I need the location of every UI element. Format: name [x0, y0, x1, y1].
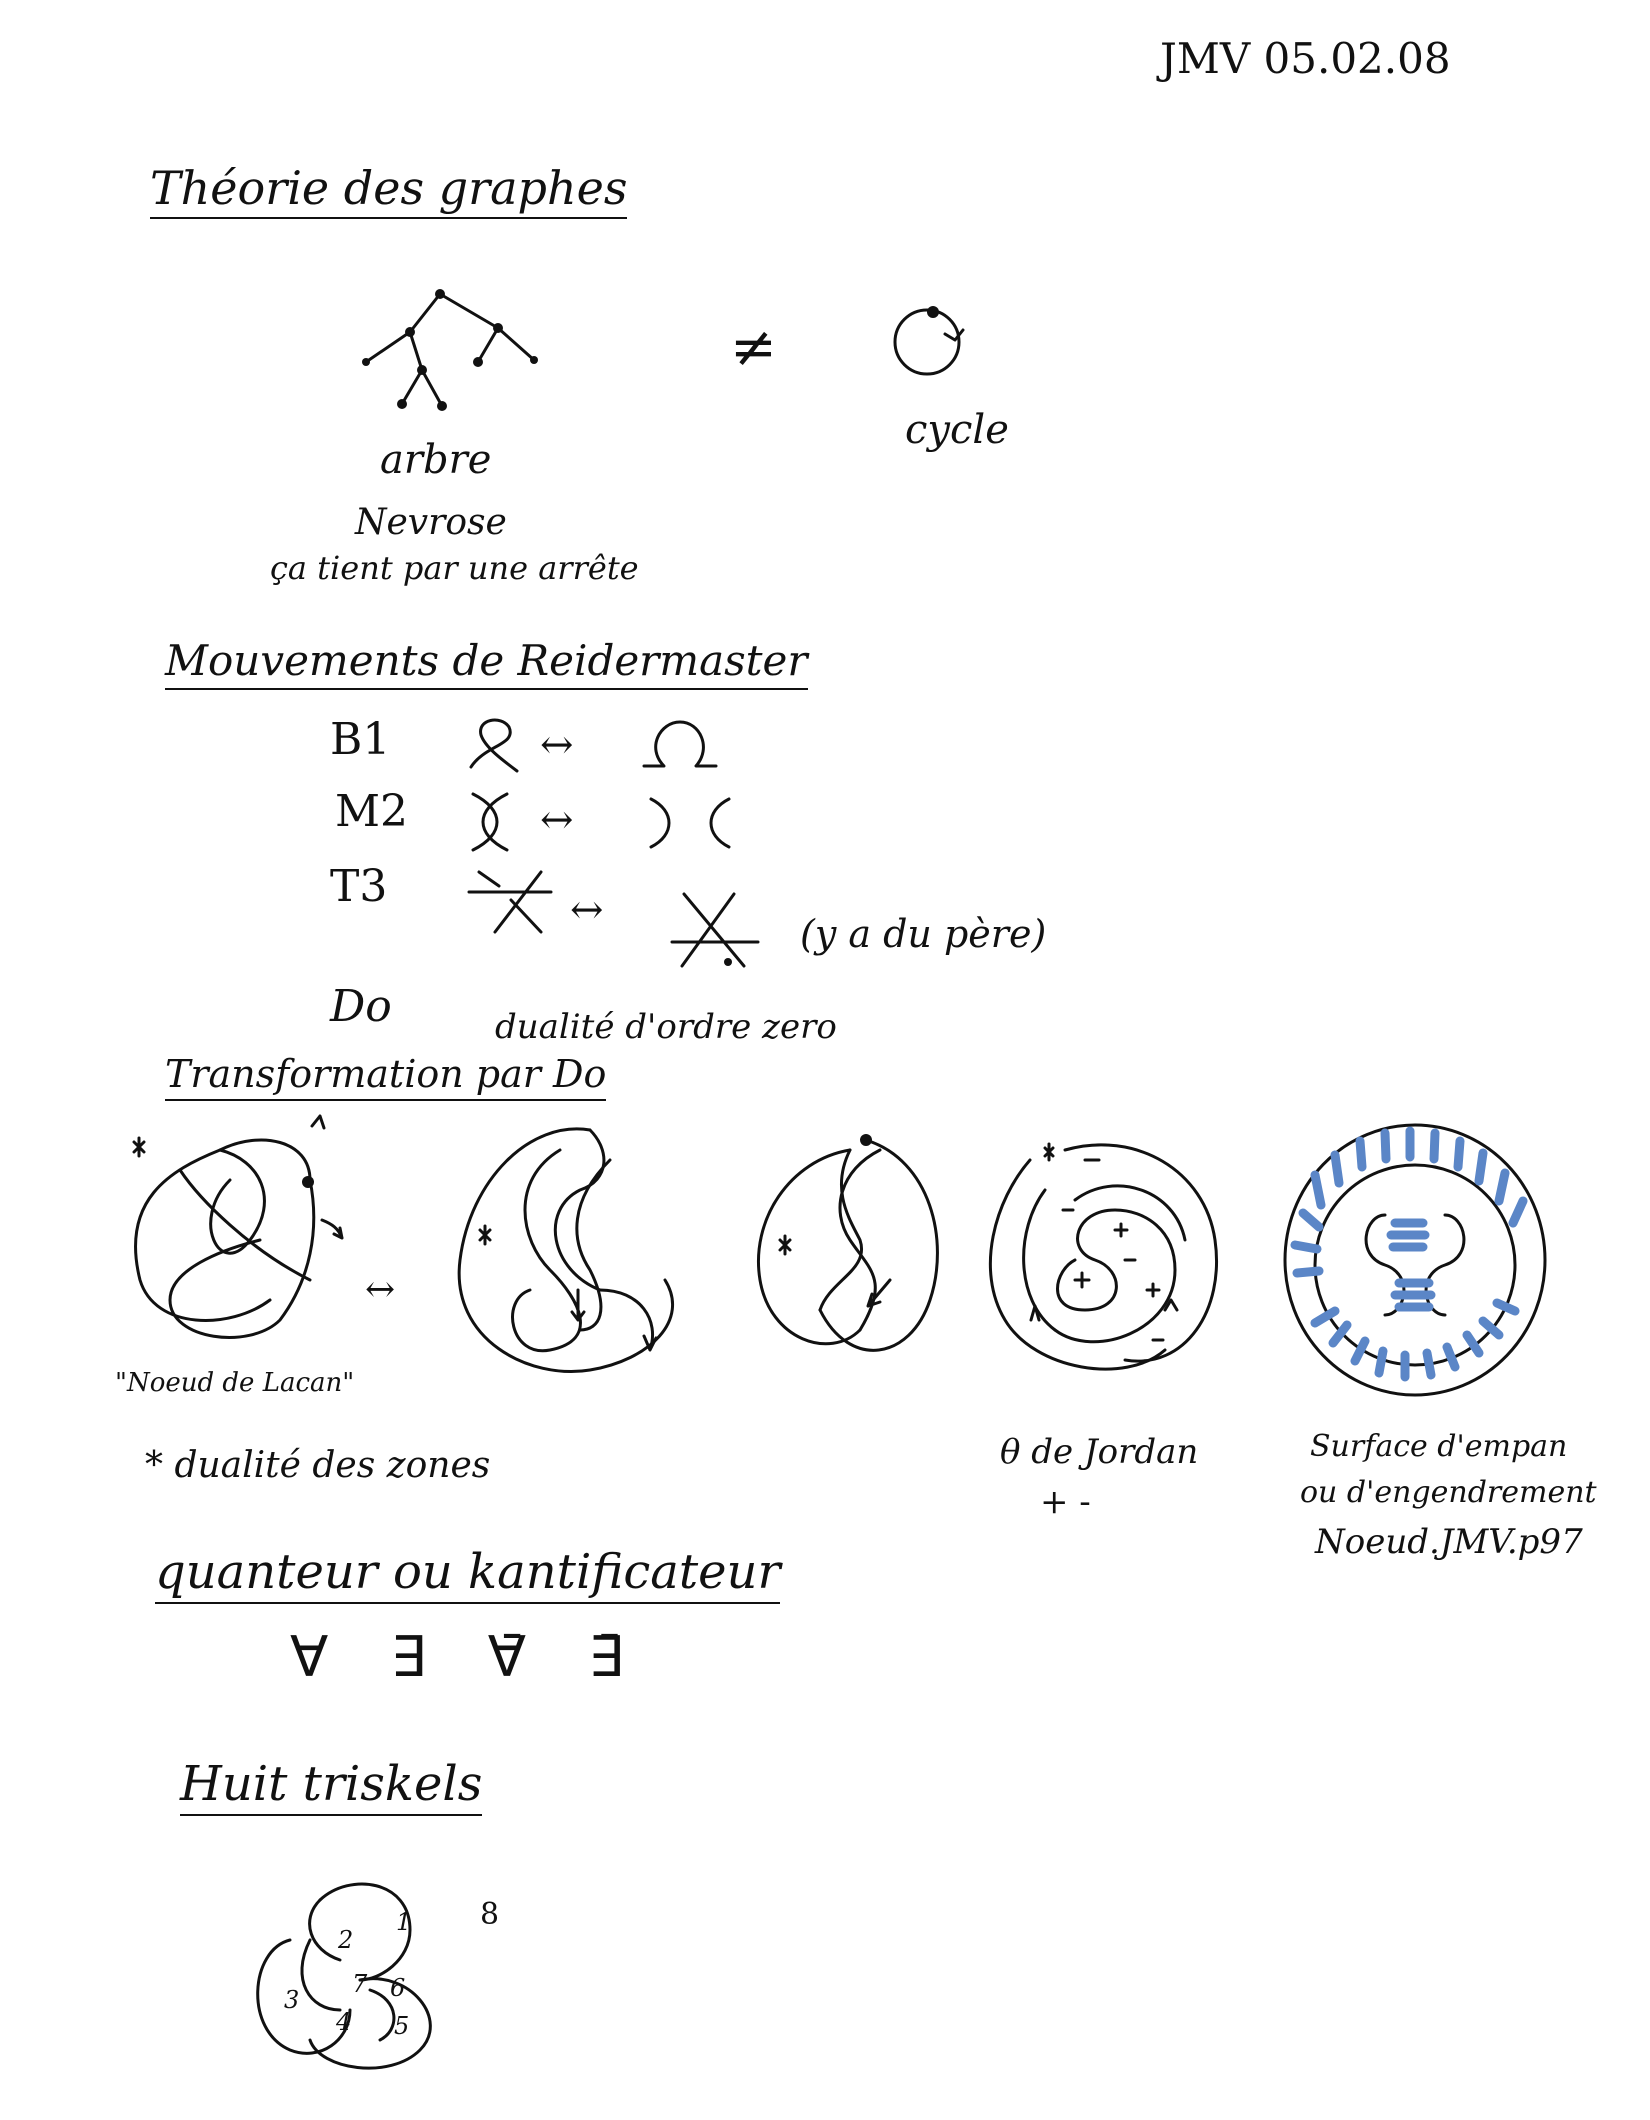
move-b1-loop-diagram [465, 715, 525, 775]
triskel-zone: 7 [352, 1970, 368, 1998]
triskel-zone: 5 [394, 2012, 410, 2040]
move-t3-note: (y a du père) [800, 912, 1047, 956]
jordan-knot-drawing [975, 1130, 1225, 1390]
move-m2-separated-diagram [645, 795, 735, 851]
tree-label: arbre [380, 437, 492, 483]
move-t3-arrow: ↔ [570, 887, 604, 933]
lacan-knot-drawing [110, 1120, 370, 1350]
neurosis-caption: ça tient par une arrête [270, 549, 639, 587]
graph-theory-title: Théorie des graphes [150, 165, 627, 219]
transformation-title: Transformation par Do [165, 1055, 606, 1101]
quantifier-title: quanteur ou kantificateur [155, 1548, 780, 1604]
cycle-graph-drawing [885, 300, 975, 380]
reidemeister-title: Mouvements de Reidermaster [165, 640, 808, 690]
triskel-zone: 3 [284, 1986, 300, 2014]
move-m2-arrow: ↔ [540, 797, 574, 843]
duality-caption: dualité d'ordre zero [495, 1007, 837, 1047]
quantifier-symbol: ∃̄ [588, 1625, 624, 1690]
triskel-zone: 6 [390, 1974, 406, 2002]
zones-duality-note: * dualité des zones [145, 1445, 491, 1486]
quantifier-symbol: ∀̄ [487, 1625, 527, 1690]
move-t3-after-diagram [670, 890, 760, 970]
triskel-zone: 4 [336, 2008, 352, 2036]
move-m2-crossed-diagram [465, 790, 515, 854]
jordan-label: θ de Jordan [1000, 1432, 1199, 1472]
triskel-zone: 2 [338, 1926, 354, 1954]
lacan-knot-label: "Noeud de Lacan" [115, 1368, 355, 1398]
triskel-count: 8 [480, 1897, 500, 1932]
duality-label: Do [330, 981, 392, 1032]
triskel-zone-numbers [250, 1880, 450, 2070]
surface-label-line1: Surface d'empan [1310, 1429, 1568, 1464]
move-label-t3: T3 [330, 861, 388, 912]
tree-graph-drawing [350, 280, 550, 420]
spanning-surface-drawing [1275, 1115, 1555, 1405]
move-b1-arrow: ↔ [540, 722, 574, 768]
surface-reference: Noeud.JMV.p97 [1315, 1522, 1583, 1562]
quantifier-symbol: ∀ [290, 1625, 329, 1690]
cycle-label: cycle [905, 407, 1009, 453]
jordan-signs: + - [1040, 1482, 1091, 1522]
not-equal-symbol: ≠ [730, 315, 777, 380]
author-date: JMV 05.02.08 [1160, 34, 1451, 83]
triskel-zone: 1 [396, 1908, 412, 1936]
move-t3-before-diagram [465, 870, 555, 940]
quantifier-symbols [290, 1625, 623, 1690]
triskels-title: Huit triskels [180, 1760, 482, 1816]
third-knot-drawing [740, 1130, 960, 1370]
surface-label-line2: ou d'engendrement [1300, 1475, 1597, 1510]
move-label-m2: M2 [335, 786, 409, 837]
move-b1-omega-diagram [640, 718, 720, 774]
transformed-knot-drawing [440, 1120, 700, 1390]
neurosis-title: Nevrose [355, 502, 507, 543]
move-label-b1: B1 [330, 714, 391, 765]
transformation-arrow: ↔ [365, 1269, 396, 1310]
quantifier-symbol: ∃ [390, 1625, 426, 1690]
